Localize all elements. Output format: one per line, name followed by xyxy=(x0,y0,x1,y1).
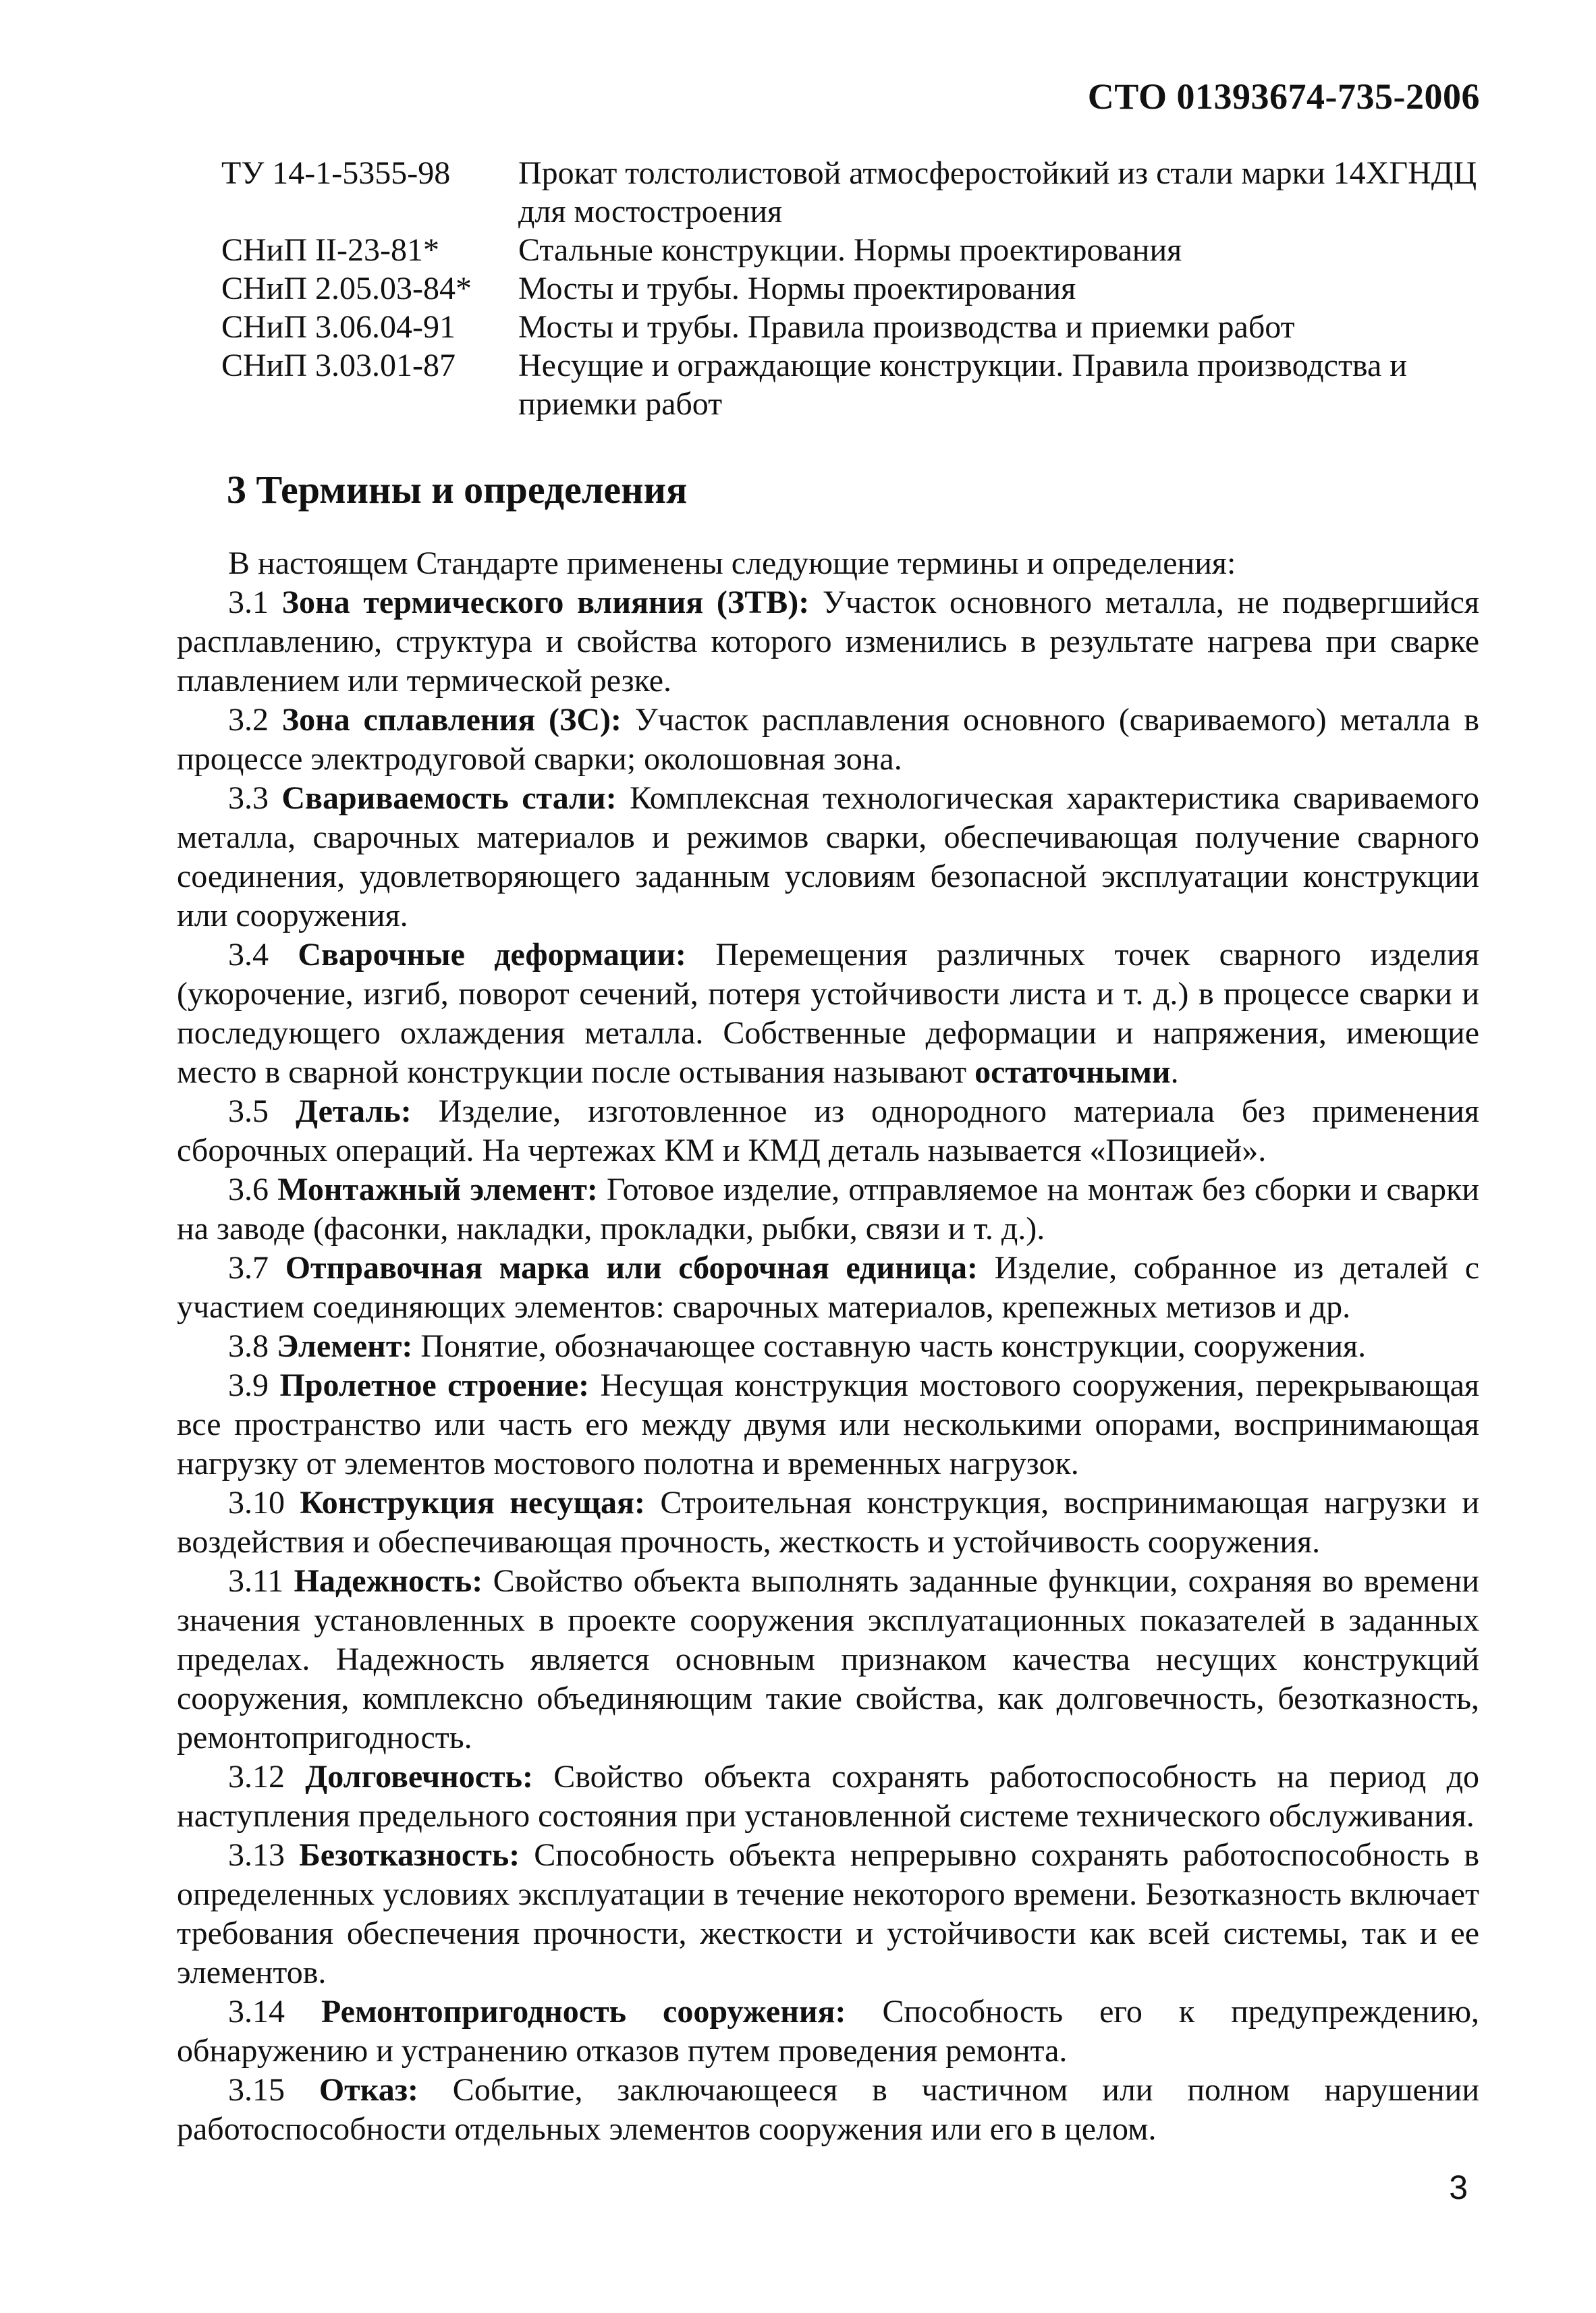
term-name: Ремонтопригодность сооружения: xyxy=(321,1994,846,2030)
term-name: Зона сплавления (ЗС): xyxy=(281,702,622,738)
reference-code: СНиП 3.06.04-91 xyxy=(221,309,456,345)
term-number: 3.4 xyxy=(228,937,298,973)
term-definition: Несущая конструкция мостового сооружения, перекрывающая все пространство или часть его между двумя или несколькими опорами, воспринимающая нагрузку от элементов мостового полотна и временных нагрузок. xyxy=(177,1367,1479,1481)
reference-row xyxy=(221,346,1504,423)
term-paragraph xyxy=(177,779,1479,935)
term-paragraph xyxy=(177,1170,1479,1249)
reference-title: Мосты и трубы. Правила производства и приемки работ xyxy=(518,309,1295,345)
document-code-header: СТО 01393674-735-2006 xyxy=(1087,76,1480,117)
term-definition: Строительная конструкция, воспринимающая нагрузки и воздействия и обеспечивающая прочность, жесткость и устойчивость сооружения. xyxy=(177,1485,1479,1560)
term-number: 3.1 xyxy=(228,584,282,620)
section-heading: 3 Термины и определения xyxy=(227,468,688,512)
page-number: 3 xyxy=(1449,2169,1468,2206)
reference-row xyxy=(221,154,1504,231)
term-name: Пролетное строение: xyxy=(279,1367,590,1403)
term-name: Надежность: xyxy=(294,1563,483,1599)
term-number: 3.6 xyxy=(228,1172,278,1207)
term-name: Свариваемость стали: xyxy=(281,780,617,816)
term-number: 3.11 xyxy=(228,1563,294,1599)
reference-list xyxy=(221,154,1504,423)
reference-title: Стальные конструкции. Нормы проектирования xyxy=(518,232,1182,268)
term-number: 3.2 xyxy=(228,702,282,738)
term-definition-end: . xyxy=(1170,1054,1179,1090)
term-definition: Свойство объекта выполнять заданные функции, сохраняя во времени значения установленных в проекте сооружения эксплуатационных показателей в заданных пределах. Надежность является основным признаком качества несущих конструкций сооружения, комплексно объединяющим такие свойства, как долговечность, безотказность, ремонтопригодность. xyxy=(177,1563,1479,1756)
term-paragraph xyxy=(177,1366,1479,1484)
term-definition: Участок расплавления основного (свариваемого) металла в процессе электродуговой сварки; околошовная зона. xyxy=(177,702,1480,777)
term-definition: Способность его к предупреждению, обнаружению и устранению отказов путем проведения ремонта. xyxy=(177,1994,1480,2069)
term-name: Безотказность: xyxy=(299,1837,520,1873)
term-paragraph xyxy=(177,2071,1479,2149)
reference-code: СНиП II-23-81* xyxy=(221,232,439,268)
term-number: 3.14 xyxy=(228,1994,321,2030)
term-paragraph xyxy=(177,1758,1479,1836)
term-emphasis: остаточными xyxy=(974,1054,1171,1090)
term-definition: Участок основного металла, не подвергшийся расплавлению, структура и свойства которого изменились в результате нагрева при сварке плавлением или термической резке. xyxy=(177,584,1479,699)
term-paragraph xyxy=(177,935,1479,1092)
term-definition: Перемещения различных точек сварного изделия (укорочение, изгиб, поворот сечений, потеря устойчивости листа и т. д.) в процессе сварки и последующего охлаждения металла. Собственные деформации и напряжения, имеющие место в сварной конструкции после остывания называют xyxy=(177,937,1480,1090)
term-definition: Изделие, изготовленное из однородного материала без применения сборочных операций. На чертежах КМ и КМД деталь называется «Позицией». xyxy=(177,1093,1479,1168)
term-paragraph xyxy=(177,1092,1479,1170)
term-paragraph xyxy=(177,1836,1479,1992)
section-intro: В настоящем Стандарте применены следующие термины и определения: xyxy=(228,545,1236,581)
reference-code: ТУ 14-1-5355-98 xyxy=(221,155,451,191)
term-name: Сварочные деформации: xyxy=(298,937,686,973)
term-name: Элемент: xyxy=(277,1328,413,1364)
term-definition: Изделие, собранное из деталей с участием соединяющих элементов: сварочных материалов, крепежных метизов и др. xyxy=(177,1250,1480,1325)
term-paragraph xyxy=(177,583,1479,701)
term-name: Монтажный элемент: xyxy=(277,1172,598,1207)
term-paragraph xyxy=(177,1327,1479,1366)
term-definition: Способность объекта непрерывно сохранять работоспособность в определенных условиях эксплуатации в течение некоторого времени. Безотказность включает требования обеспечения прочности, жесткости и устойчивости как всей системы, так и ее элементов. xyxy=(177,1837,1480,1990)
term-paragraph xyxy=(177,1562,1479,1758)
term-name: Отправочная марка или сборочная единица: xyxy=(285,1250,978,1286)
reference-title: Несущие и ограждающие конструкции. Правила производства и приемки работ xyxy=(518,348,1407,422)
reference-row xyxy=(221,269,1504,308)
reference-code: СНиП 2.05.03-84* xyxy=(221,271,472,306)
term-definition: Событие, заключающееся в частичном или полном нарушении работоспособности отдельных элементов сооружения или его в целом. xyxy=(177,2072,1480,2147)
term-paragraph xyxy=(177,701,1479,779)
reference-row xyxy=(221,308,1504,346)
term-definition: Готовое изделие, отправляемое на монтаж без сборки и сварки на заводе (фасонки, накладки, прокладки, рыбки, связи и т. д.). xyxy=(177,1172,1479,1247)
term-name: Зона термического влияния (ЗТВ): xyxy=(281,584,810,620)
term-definition: Свойство объекта сохранять работоспособность на период до наступления предельного состояния при установленной системе технического обслуживания. xyxy=(177,1759,1480,1834)
term-number: 3.9 xyxy=(228,1367,280,1403)
term-definition: Понятие, обозначающее составную часть конструкции, сооружения. xyxy=(412,1328,1367,1364)
term-definition: Комплексная технологическая характеристика свариваемого металла, сварочных материалов и режимов сварки, обеспечивающая получение сварного соединения, удовлетворяющего заданным условиям безопасной эксплуатации конструкции или сооружения. xyxy=(177,780,1480,933)
reference-row xyxy=(221,231,1504,269)
reference-title: Мосты и трубы. Нормы проектирования xyxy=(518,271,1076,306)
term-name: Деталь: xyxy=(295,1093,412,1129)
term-number: 3.13 xyxy=(228,1837,300,1873)
term-number: 3.12 xyxy=(228,1759,306,1795)
term-number: 3.5 xyxy=(228,1093,296,1129)
term-name: Отказ: xyxy=(319,2072,418,2108)
terms-body xyxy=(177,544,1479,2149)
term-name: Долговечность: xyxy=(305,1759,533,1795)
term-number: 3.8 xyxy=(228,1328,277,1364)
reference-code: СНиП 3.03.01-87 xyxy=(221,348,456,383)
reference-title: Прокат толстолистовой атмосферостойкий из стали марки 14ХГНДЦ для мостостроения xyxy=(518,155,1477,229)
term-paragraph xyxy=(177,1484,1479,1562)
term-number: 3.10 xyxy=(228,1485,300,1521)
term-paragraph xyxy=(177,1249,1479,1327)
term-number: 3.7 xyxy=(228,1250,285,1286)
term-number: 3.3 xyxy=(228,780,282,816)
term-name: Конструкция несущая: xyxy=(300,1485,645,1521)
term-paragraph xyxy=(177,1992,1479,2071)
term-number: 3.15 xyxy=(228,2072,319,2108)
